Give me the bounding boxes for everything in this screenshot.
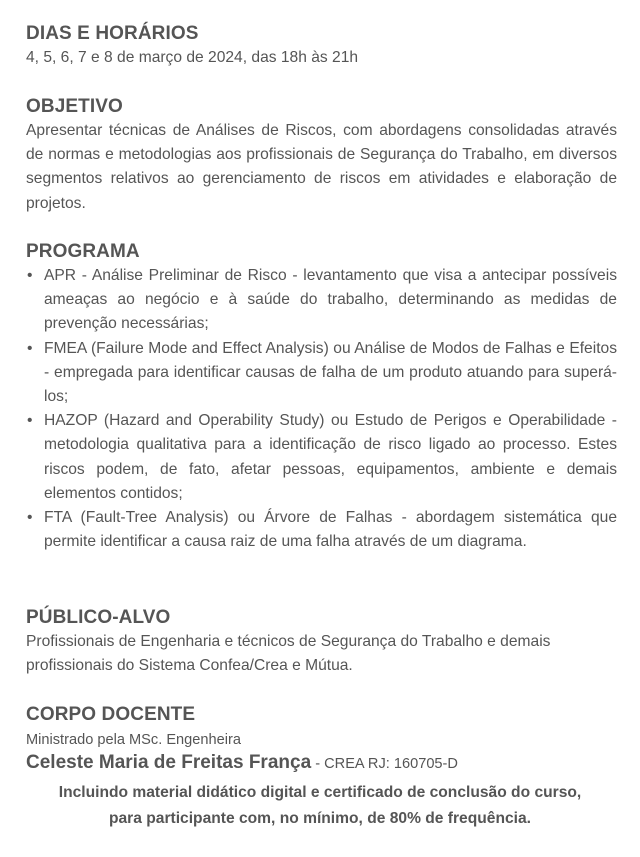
programa-item-fta xyxy=(26,506,617,554)
footer-line-1: Incluindo material didático digital e certificado de conclusão do curso, xyxy=(58,784,582,801)
publico-text: Profissionais de Engenharia e técnicos de Segurança do Trabalho e demais profissionais do Sistema Confea/Crea e Mútua. xyxy=(26,633,551,675)
programa-item-text: APR - Análise Preliminar de Risco - levantamento que visa a antecipar possíveis ameaças ao negócio e à saúde do trabalho, determinando as medidas de prevenção necessárias; xyxy=(44,267,617,333)
publico-title: PÚBLICO-ALVO xyxy=(26,607,171,628)
programa-item-fmea xyxy=(26,337,617,410)
programa-title: PROGRAMA xyxy=(26,241,140,262)
programa-item-text: HAZOP (Hazard and Operability Study) ou Estudo de Perigos e Operabilidade - metodologia qualitativa para a identificação de risco ligado ao processo. Estes riscos podem, de fato, afetar pessoas, equipamentos, ambiente e demais elementos contidos; xyxy=(44,412,617,502)
publico-section xyxy=(26,606,617,678)
docente-section xyxy=(26,703,617,776)
docente-title: CORPO DOCENTE xyxy=(26,704,196,725)
docente-registro: - CREA RJ: 160705-D xyxy=(311,756,458,772)
programa-item-text: FMEA (Failure Mode and Effect Analysis) ou Análise de Modos de Falhas e Efeitos - empregada para identificar causas de falha de um produto atuando para superá-los; xyxy=(44,339,617,406)
dias-section xyxy=(26,22,617,70)
bullet-icon: • xyxy=(27,509,33,527)
programa-item-text: FTA (Fault-Tree Analysis) ou Árvore de Falhas - abordagem sistemática que permite identificar a causa raiz de uma falha através de um diagrama. xyxy=(44,509,617,551)
programa-list xyxy=(26,264,617,554)
bullet-icon: • xyxy=(27,267,33,284)
docente-intro: Ministrado pela MSc. Engenheira xyxy=(26,732,241,748)
dias-text: 4, 5, 6, 7 e 8 de março de 2024, das 18h às 21h xyxy=(26,49,359,66)
docente-name: Celeste Maria de Freitas França xyxy=(26,752,312,773)
programa-section xyxy=(26,240,617,554)
objetivo-section xyxy=(26,95,617,216)
bullet-icon: • xyxy=(27,339,33,357)
footer-note xyxy=(0,780,640,832)
objetivo-text: Apresentar técnicas de Análises de Riscos, com abordagens consolidadas através de normas e metodologias aos profissionais de Segurança do Trabalho, em diversos segmentos relativos ao gerenciamento de riscos em atividades e elaboração de projetos. xyxy=(26,122,617,212)
programa-item-hazop xyxy=(26,409,617,506)
dias-title: DIAS E HORÁRIOS xyxy=(26,23,199,44)
footer-line-2: para participante com, no mínimo, de 80% de frequência. xyxy=(108,810,531,827)
bullet-icon: • xyxy=(27,412,33,430)
programa-item-apr xyxy=(26,264,617,337)
docente-name-line xyxy=(26,751,617,776)
objetivo-title: OBJETIVO xyxy=(26,96,123,117)
